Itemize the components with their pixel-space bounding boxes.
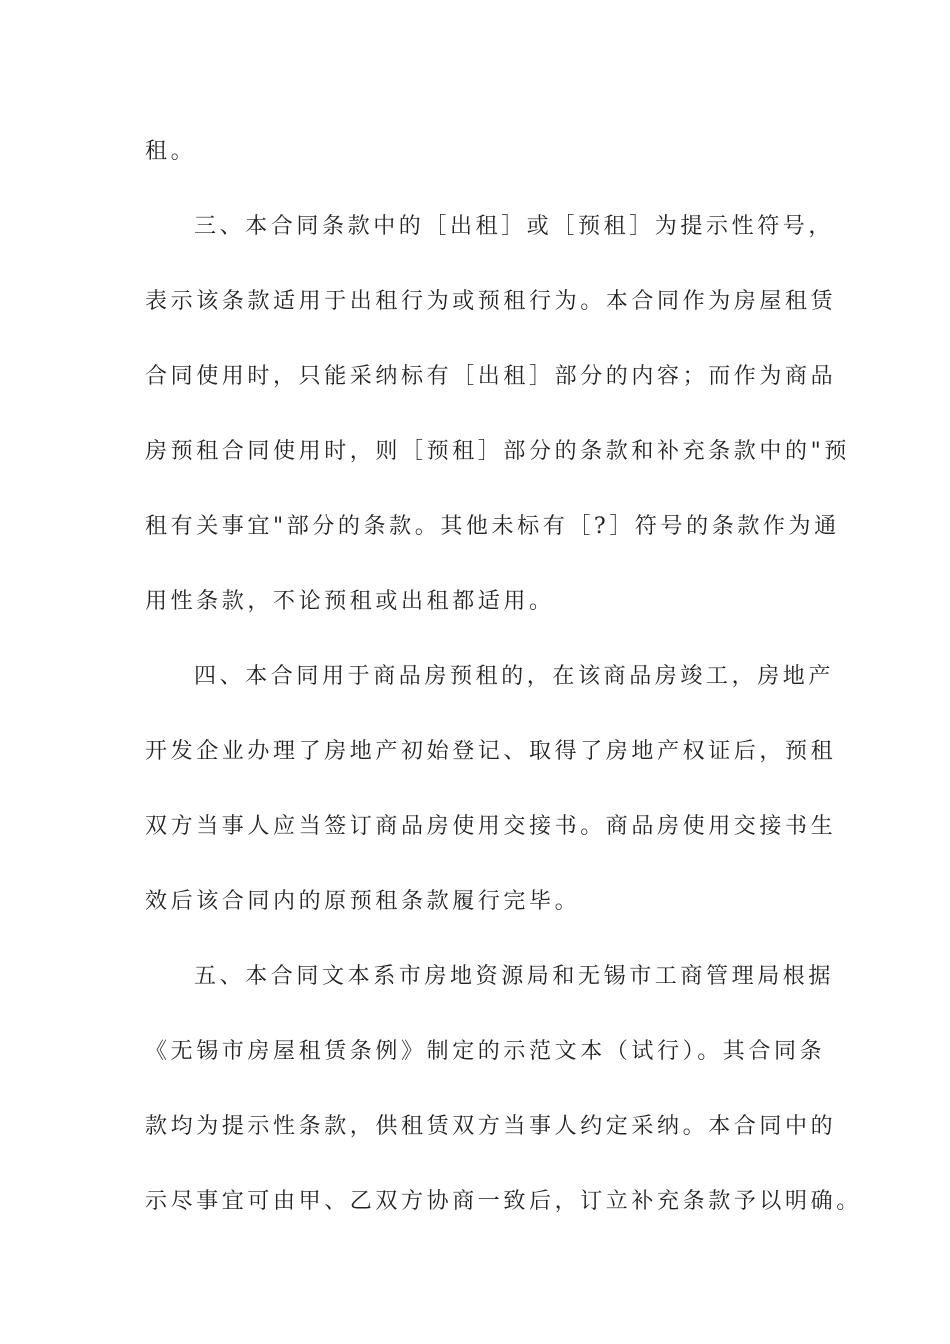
paragraph-line: 用性条款，不论预租或出租都适用。: [145, 589, 555, 614]
paragraph-line: 租。: [145, 139, 197, 164]
paragraph-line: 双方当事人应当签订商品房使用交接书。商品房使用交接书生: [145, 814, 837, 839]
paragraph-line: 开发企业办理了房地产初始登记、取得了房地产权证后，预租: [145, 739, 837, 764]
paragraph-line: 款均为提示性条款，供租赁双方当事人约定采纳。本合同中的: [145, 1114, 837, 1139]
paragraph-line: 合同使用时，只能采纳标有［出租］部分的内容；而作为商品: [145, 364, 837, 389]
paragraph-line: 五、本合同文本系市房地资源局和无锡市工商管理局根据: [194, 964, 835, 989]
paragraph-line: 表示该条款适用于出租行为或预租行为。本合同作为房屋租赁: [145, 289, 837, 314]
paragraph-line: 房预租合同使用时，则［预租］部分的条款和补充条款中的"预: [145, 439, 850, 464]
paragraph-line: 四、本合同用于商品房预租的，在该商品房竣工，房地产: [194, 664, 835, 689]
paragraph-line: 效后该合同内的原预租条款履行完毕。: [145, 889, 581, 914]
paragraph-line: 《无锡市房屋租赁条例》制定的示范文本（试行）。其合同条: [145, 1039, 826, 1064]
paragraph-line: 三、本合同条款中的［出租］或［预租］为提示性符号，: [194, 214, 835, 239]
paragraph-line: 租有关事宜"部分的条款。其他未标有［?］符号的条款作为通: [145, 514, 840, 539]
paragraph-line: 示尽事宜可由甲、乙双方协商一致后，订立补充条款予以明确。: [145, 1189, 862, 1214]
